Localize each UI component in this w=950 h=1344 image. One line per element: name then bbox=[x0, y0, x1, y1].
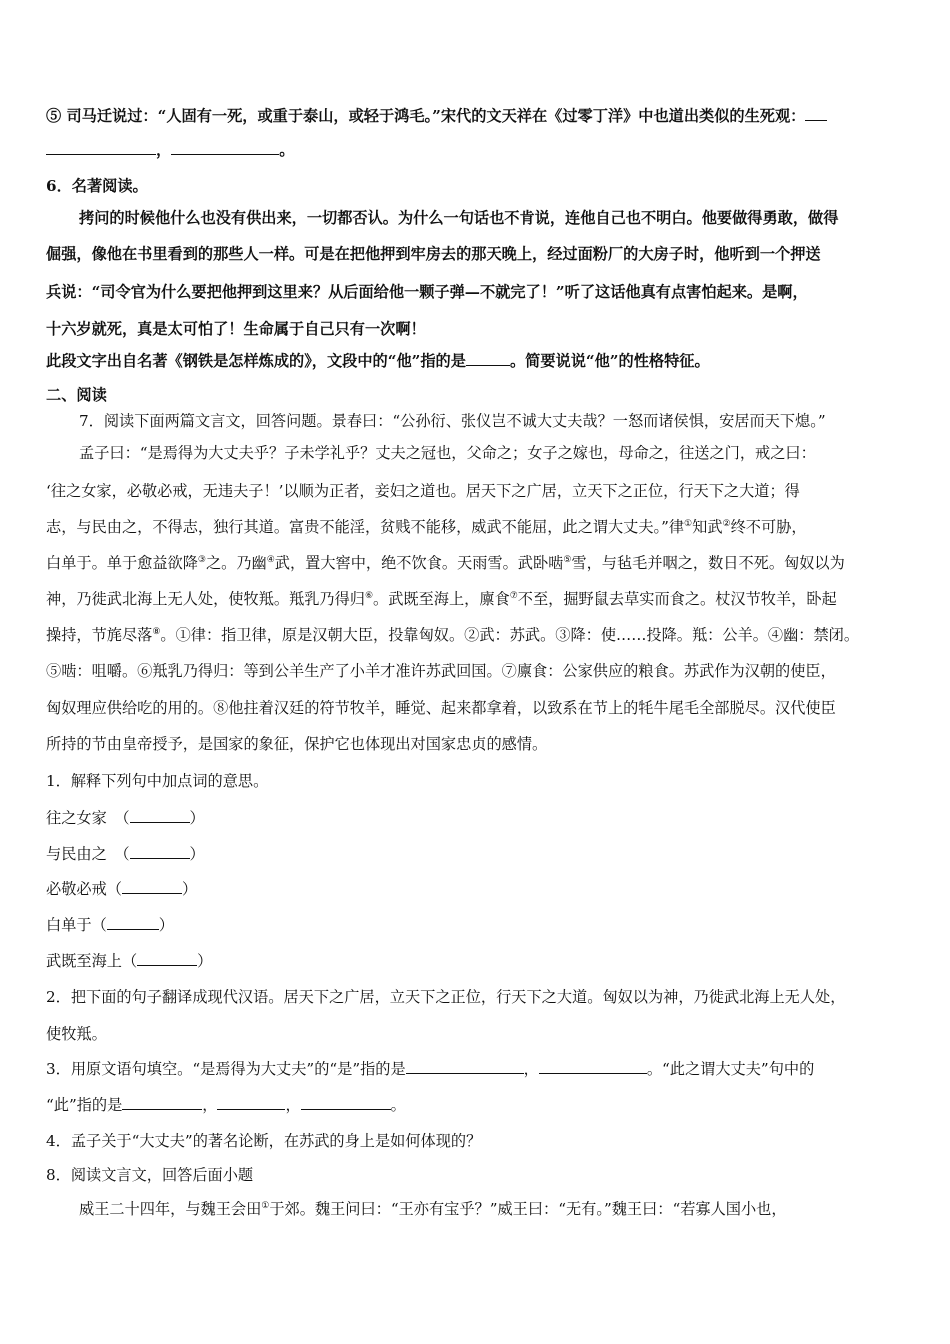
footnote-mark: ③ bbox=[197, 554, 206, 565]
sub1-blank-2[interactable] bbox=[130, 844, 190, 859]
q5-blank-1b[interactable] bbox=[46, 140, 156, 155]
footnote-mark: ④ bbox=[266, 554, 275, 565]
sub3-blank-2[interactable] bbox=[539, 1059, 647, 1074]
sub3-blank-4[interactable] bbox=[217, 1095, 285, 1110]
q5-text: ⑤ 司马迁说过：“人固有一死，或重于泰山，或轻于鸿毛。”宋代的文天祥在《过零丁洋》中也道出类似的生死观： bbox=[46, 107, 806, 125]
q7-line-3: ‘往之女家，必敬必戒，无违夫子！’以顺为正者，妾妇之道也。居天下之广居，立天下之正位，行天下之大道；得 bbox=[46, 482, 800, 500]
sub3-line-2: “此”指的是 ， ， 。 bbox=[46, 1096, 406, 1114]
q5-line-2: ， 。 bbox=[46, 138, 294, 162]
q5-blank-1a[interactable] bbox=[805, 106, 827, 121]
sub1-item-4: 白单于（ ） bbox=[46, 916, 174, 934]
sub3-blank-3[interactable] bbox=[122, 1095, 202, 1110]
footnote-mark: ⑥ bbox=[364, 590, 374, 601]
sub1-blank-3[interactable] bbox=[122, 879, 182, 894]
sub1-blank-1[interactable] bbox=[130, 808, 190, 823]
footnote-mark: ① bbox=[684, 518, 693, 529]
q7-line-1: 7．阅读下面两篇文言文，回答问题。景春曰：“公孙衍、张仪岂不诚大丈夫哉？一怒而诸侯惧，安居而天下熄。” bbox=[79, 412, 826, 430]
sub3-blank-5[interactable] bbox=[301, 1095, 391, 1110]
footnote-mark: ① bbox=[261, 1200, 270, 1211]
footnote-mark: ⑧ bbox=[152, 626, 161, 637]
q7-line-2: 孟子曰：“是焉得为大丈夫乎？子未学礼乎？丈夫之冠也，父命之；女子之嫁也，母命之，往送之门，戒之曰： bbox=[79, 444, 816, 462]
sub4-text: 4．孟子关于“大丈夫”的著名论断，在苏武的身上是如何体现的？ bbox=[46, 1132, 482, 1150]
q7-line-5: 白单于。单于愈益欲降③之。乃幽④武，置大窖中，绝不饮食。天雨雪。武卧啮⑤雪，与毡毛并咽之，数日不死。匈奴以为 bbox=[46, 554, 845, 572]
sub1-title: 1．解释下列句中加点词的意思。 bbox=[46, 772, 269, 790]
sub3-blank-1[interactable] bbox=[406, 1059, 524, 1074]
q6-question: 此段文字出自名著《钢铁是怎样炼成的》，文段中的“他”指的是 。简要说说“他”的性格特征。 bbox=[46, 352, 710, 370]
sub2-line-2: 使牧羝。 bbox=[46, 1025, 107, 1043]
footnote-mark: ⑤ bbox=[563, 554, 572, 565]
sub1-item-1: 往之女家 （ ） bbox=[46, 809, 205, 827]
sub1-blank-4[interactable] bbox=[107, 915, 159, 930]
q6-title: 6．名著阅读。 bbox=[46, 177, 148, 195]
q6-para-line-4: 十六岁就死，真是太可怕了！生命属于自己只有一次啊！ bbox=[46, 320, 426, 338]
sub2-line-1: 2．把下面的句子翻译成现代汉语。居天下之广居，立天下之正位，行天下之大道。匈奴以为神，乃徙武北海上无人处， bbox=[46, 988, 846, 1006]
q7-line-8: ⑤啮：咀嚼。⑥羝乳乃得归：等到公羊生产了小羊才准许苏武回国。⑦廪食：公家供应的粮食。苏武作为汉朝的使臣， bbox=[46, 662, 836, 680]
sub1-blank-5[interactable] bbox=[137, 951, 197, 966]
sub3-line-1: 3．用原文语句填空。“是焉得为大丈夫”的“是”指的是 ， 。“此之谓大丈夫”句中的 bbox=[46, 1060, 815, 1078]
q6-para-line-3: 兵说：“司令官为什么要把他押到这里来？从后面给他一颗子弹—不就完了！”听了这话他真有点害怕起来。是啊， bbox=[46, 283, 808, 301]
sub1-item-5: 武既至海上（ ） bbox=[46, 952, 213, 970]
q6-para-line-2: 倔强，像他在书里看到的那些人一样。可是在把他押到牢房去的那天晚上，经过面粉厂的大房子时，他听到一个押送 bbox=[46, 245, 821, 263]
q5-blank-2[interactable] bbox=[171, 140, 279, 155]
q6-para-line-1: 拷问的时候他什么也没有供出来，一切都否认。为什么一句话也不肯说，连他自己也不明白。他要做得勇敢，做得 bbox=[79, 209, 839, 227]
section-title: 二、阅读 bbox=[46, 386, 107, 404]
q5-line-1 bbox=[46, 104, 827, 128]
q7-line-10: 所持的节由皇帝授予，是国家的象征，保护它也体现出对国家忠贞的感情。 bbox=[46, 735, 548, 753]
sub1-item-2: 与民由之 （ ） bbox=[46, 845, 205, 863]
q7-line-7: 操持，节旄尽落⑧。①律：指卫律，原是汉朝大臣，投靠匈奴。②武：苏武。③降：使……投降。羝：公羊。④幽：禁闭。 bbox=[46, 626, 860, 644]
q6-answer-blank[interactable] bbox=[466, 351, 510, 366]
q7-line-9: 匈奴理应供给吃的用的。⑧他拄着汉廷的符节牧羊，睡觉、起来都拿着，以致系在节上的牦牛尾毛全部脱尽。汉代使臣 bbox=[46, 699, 836, 717]
footnote-mark: ⑦ bbox=[509, 590, 518, 601]
footnote-mark: ② bbox=[722, 518, 731, 529]
q7-line-4: 志，与民由之，不得志，独行其道。富贵不能淫，贫贱不能移，威武不能屈，此之谓大丈夫。”律①知武②终不可胁， bbox=[46, 518, 807, 536]
q7-line-6: 神，乃徙武北海上无人处，使牧羝。羝乳乃得归⑥。武既至海上，廪食⑦不至，掘野鼠去草实而食之。杖汉节牧羊，卧起 bbox=[46, 590, 837, 608]
sub1-item-3: 必敬必戒（ ） bbox=[46, 880, 198, 898]
q8-line-1: 威王二十四年，与魏王会田①于郊。魏王问曰：“王亦有宝乎？”威王曰：“无有。”魏王曰：“若寡人国小也， bbox=[79, 1200, 787, 1218]
q8-title: 8．阅读文言文，回答后面小题 bbox=[46, 1166, 254, 1184]
